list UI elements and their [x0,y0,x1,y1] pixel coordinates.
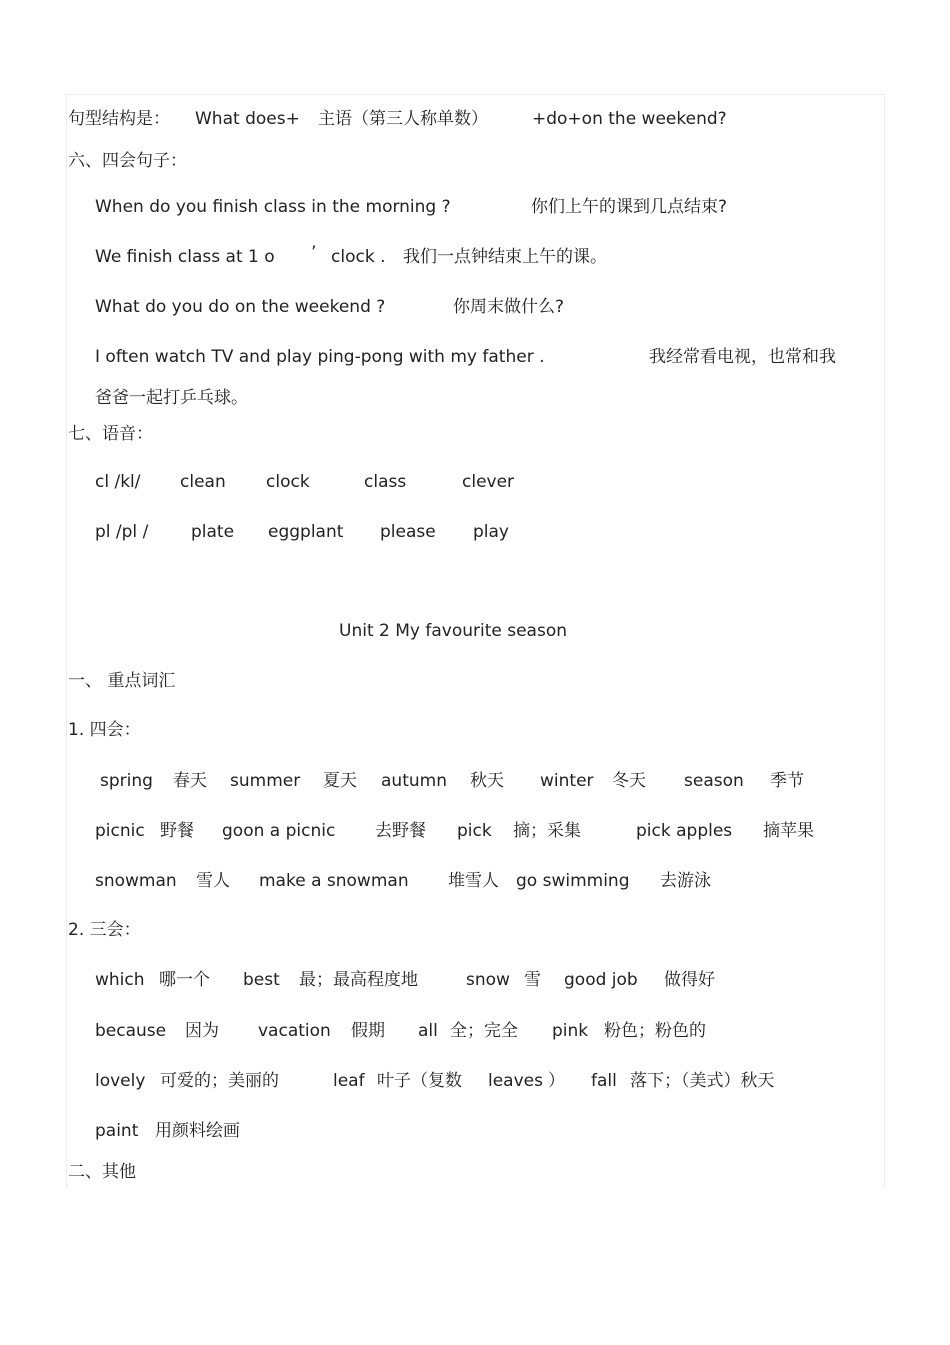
vocab-word: goon a picnic [222,821,336,841]
sentence-3-english: What do you do on the weekend ? [95,297,386,317]
vocab-meaning: 季节 [770,771,804,791]
section-6-heading: 六、四会句子： [68,151,187,171]
sentence-4-english: I often watch TV and play ping-pong with my father . [95,347,545,367]
vocab-meaning: 因为 [185,1021,219,1041]
phonics-row-2-word: eggplant [268,522,344,542]
vocab-word: leaf [333,1071,365,1091]
vocab-word: spring [100,771,153,791]
vocab-meaning: 叶子（复数 [377,1071,462,1091]
vocab-word: snowman [95,871,177,891]
vocab-word: which [95,970,145,990]
vocab-meaning: 可爱的；美丽的 [160,1071,279,1091]
sentence-1-chinese: 你们上午的课到几点结束? [531,197,728,217]
sentence-4-chinese-b: 爸爸一起打乒乓球。 [95,388,248,408]
vocab-word: pick [457,821,492,841]
vocab-word: because [95,1021,167,1041]
phonics-row-2-sound: pl /pl / [95,522,149,542]
sentence-2-english-b: clock . [331,247,386,267]
vocab-meaning: 雪 [524,970,541,990]
vocab-meaning: 去野餐 [375,821,426,841]
vocab-meaning: 雪人 [196,871,230,891]
vocab-word: summer [230,771,301,791]
vocab-meaning: 野餐 [160,821,194,841]
unit2-section-1-heading: 一、 重点词汇 [68,671,176,691]
vocab-meaning: 冬天 [612,771,646,791]
vocab-meaning: 去游泳 [660,871,711,891]
unit2-section-2-heading: 二、其他 [68,1162,136,1182]
vocab-word: season [684,771,744,791]
pattern-part2: 主语（第三人称单数） [318,109,488,129]
four-skill-heading: 1. 四会： [68,720,141,740]
vocab-meaning: 堆雪人 [448,871,499,891]
vocab-meaning: 哪一个 [159,970,210,990]
pattern-label: 句型结构是： [68,109,170,129]
phonics-row-1-sound: cl /kl/ [95,472,141,492]
vocab-word: fall [591,1071,617,1091]
pattern-part3: +do+on the weekend? [532,109,727,129]
vocab-word: picnic [95,821,145,841]
phonics-row-1-word: clock [266,472,310,492]
vocab-meaning: 最；最高程度地 [299,970,418,990]
sentence-2-english-a: We finish class at 1 o [95,247,275,267]
vocab-word: winter [540,771,594,791]
vocab-meaning: 用颜料绘画 [155,1121,240,1141]
vocab-word: good job [564,970,638,990]
sentence-2-apostrophe: ’ [311,243,317,263]
vocab-meaning: 摘；采集 [513,821,581,841]
phonics-row-1-word: clever [462,472,515,492]
vocab-meaning: 夏天 [323,771,357,791]
vocab-word: snow [466,970,510,990]
vocab-word: lovely [95,1071,146,1091]
section-7-heading: 七、语音： [68,424,153,444]
vocab-meaning: 假期 [351,1021,385,1041]
vocab-word: pink [552,1021,589,1041]
vocab-meaning: 落下；（美式）秋天 [630,1071,775,1091]
phonics-row-2-word: please [380,522,436,542]
phonics-row-2-word: play [473,522,509,542]
vocab-word: autumn [381,771,447,791]
pattern-part1: What does+ [195,109,300,129]
phonics-row-1-word: class [364,472,407,492]
vocab-meaning: 粉色；粉色的 [604,1021,706,1041]
phonics-row-2-word: plate [191,522,235,542]
phonics-row-1-word: clean [180,472,226,492]
vocab-word: go swimming [516,871,630,891]
vocab-meaning: 做得好 [664,970,715,990]
vocab-meaning: 春天 [173,771,207,791]
vocab-meaning: ） [548,1071,565,1091]
vocab-meaning: 摘苹果 [763,821,814,841]
vocab-word: best [243,970,280,990]
sentence-4-chinese-a: 我经常看电视，也常和我 [649,347,836,367]
unit-title: Unit 2 My favourite season [339,621,568,641]
vocab-word: make a snowman [259,871,409,891]
vocab-meaning: 秋天 [470,771,504,791]
sentence-1-english: When do you finish class in the morning ? [95,197,451,217]
vocab-word: paint [95,1121,139,1141]
sentence-2-chinese: 我们一点钟结束上午的课。 [403,247,607,267]
vocab-meaning: 全；完全 [450,1021,518,1041]
vocab-word: vacation [258,1021,331,1041]
three-skill-heading: 2. 三会： [68,920,141,940]
vocab-word: leaves [488,1071,543,1091]
sentence-3-chinese: 你周末做什么? [453,297,565,317]
vocab-word: pick apples [636,821,733,841]
vocab-word: all [418,1021,438,1041]
